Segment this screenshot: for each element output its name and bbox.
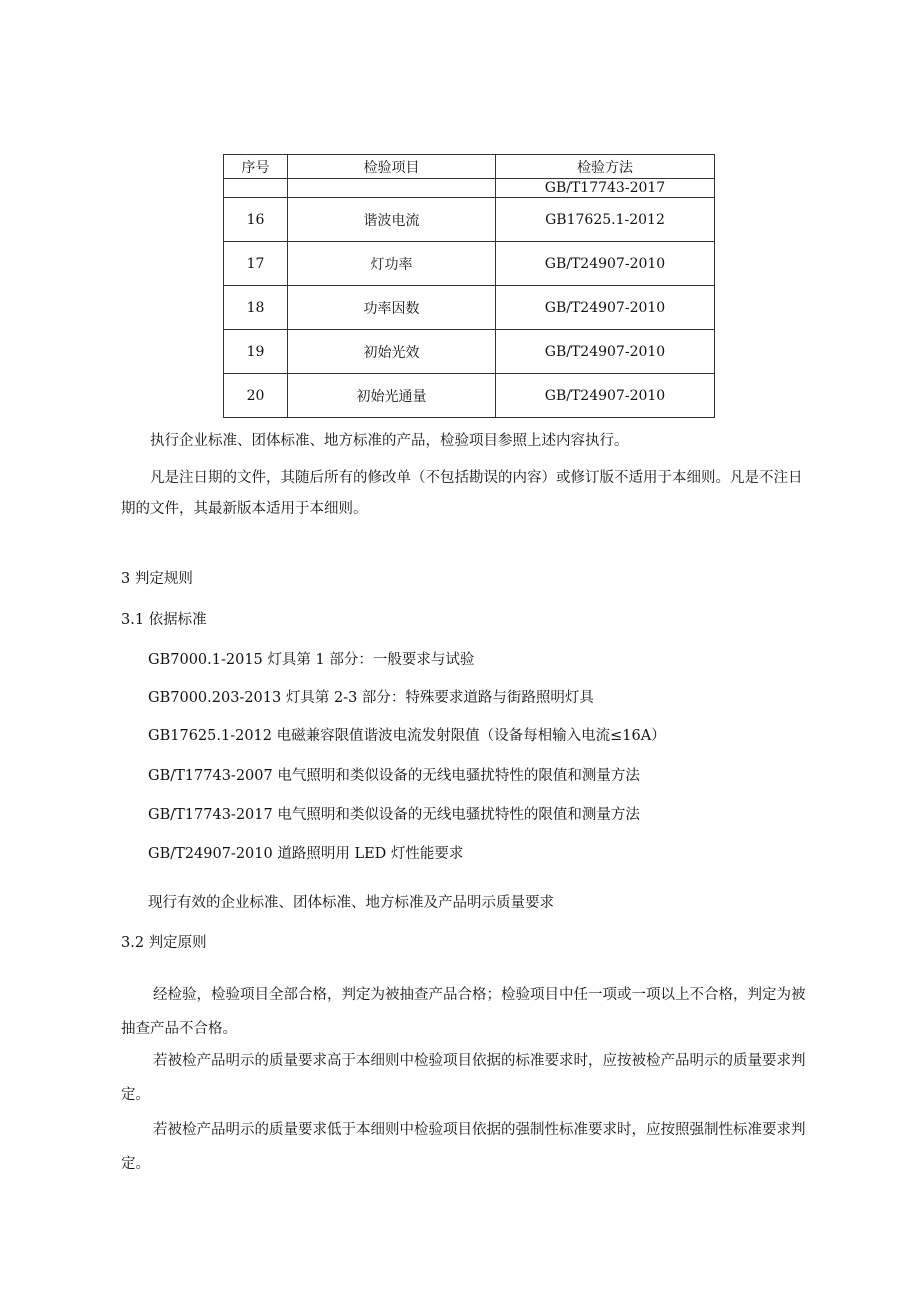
cell-serial: 18 — [224, 286, 288, 330]
table-row — [224, 179, 715, 198]
standard-item: GB/T17743-2007 电气照明和类似设备的无线电骚扰特性的限值和测量方法 — [148, 768, 640, 784]
standard-item: GB17625.1-2012 电磁兼容限值谐波电流发射限值（设备每相输入电流≤16A） — [148, 728, 666, 744]
cell-item: 功率因数 — [288, 286, 496, 330]
table-row — [224, 330, 715, 374]
cell-item — [288, 179, 496, 198]
cell-serial: 19 — [224, 330, 288, 374]
cell-item: 初始光通量 — [288, 374, 496, 418]
cell-item: 初始光效 — [288, 330, 496, 374]
cell-method: GB/T24907-2010 — [496, 242, 715, 286]
col-header-method: 检验方法 — [496, 155, 715, 179]
cell-method: GB17625.1-2012 — [496, 198, 715, 242]
table-row — [224, 374, 715, 418]
cell-item: 谐波电流 — [288, 198, 496, 242]
para-exec: 执行企业标准、团体标准、地方标准的产品，检验项目参照上述内容执行。 — [150, 433, 629, 449]
para-dates: 凡是注日期的文件，其随后所有的修改单（不包括勘误的内容）或修订版不适用于本细则。凡是不注日期的文件，其最新版本适用于本细则。 — [121, 470, 803, 517]
cell-method: GB/T24907-2010 — [496, 374, 715, 418]
section-3-2-title: 3.2 判定原则 — [121, 935, 207, 951]
table-header-row — [224, 155, 715, 179]
standard-item: GB/T17743-2017 电气照明和类似设备的无线电骚扰特性的限值和测量方法 — [148, 807, 640, 823]
standard-item: GB7000.1-2015 灯具第 1 部分：一般要求与试验 — [148, 652, 475, 668]
cell-serial: 17 — [224, 242, 288, 286]
section-3-title: 3 判定规则 — [121, 571, 193, 587]
cell-method: GB/T17743-2017 — [496, 179, 715, 198]
col-header-item: 检验项目 — [288, 155, 496, 179]
para-current-standards: 现行有效的企业标准、团体标准、地方标准及产品明示质量要求 — [148, 895, 554, 911]
standard-item: GB/T24907-2010 道路照明用 LED 灯性能要求 — [148, 846, 464, 862]
para-judge-1: 经检验，检验项目全部合格，判定为被抽查产品合格；检验项目中任一项或一项以上不合格，判定为被抽查产品不合格。 — [121, 987, 806, 1037]
table-row — [224, 286, 715, 330]
col-header-serial: 序号 — [224, 155, 288, 179]
table-row — [224, 242, 715, 286]
para-judge-3: 若被检产品明示的质量要求低于本细则中检验项目依据的强制性标准要求时，应按照强制性标准要求判定。 — [121, 1122, 806, 1172]
cell-item: 灯功率 — [288, 242, 496, 286]
cell-serial: 20 — [224, 374, 288, 418]
table-row — [224, 198, 715, 242]
inspection-table — [223, 154, 715, 418]
cell-serial: 16 — [224, 198, 288, 242]
para-judge-2: 若被检产品明示的质量要求高于本细则中检验项目依据的标准要求时，应按被检产品明示的质量要求判定。 — [121, 1053, 806, 1103]
standard-item: GB7000.203-2013 灯具第 2-3 部分：特殊要求道路与街路照明灯具 — [148, 690, 594, 706]
section-3-1-title: 3.1 依据标准 — [121, 612, 207, 628]
cell-method: GB/T24907-2010 — [496, 330, 715, 374]
cell-serial — [224, 179, 288, 198]
cell-method: GB/T24907-2010 — [496, 286, 715, 330]
